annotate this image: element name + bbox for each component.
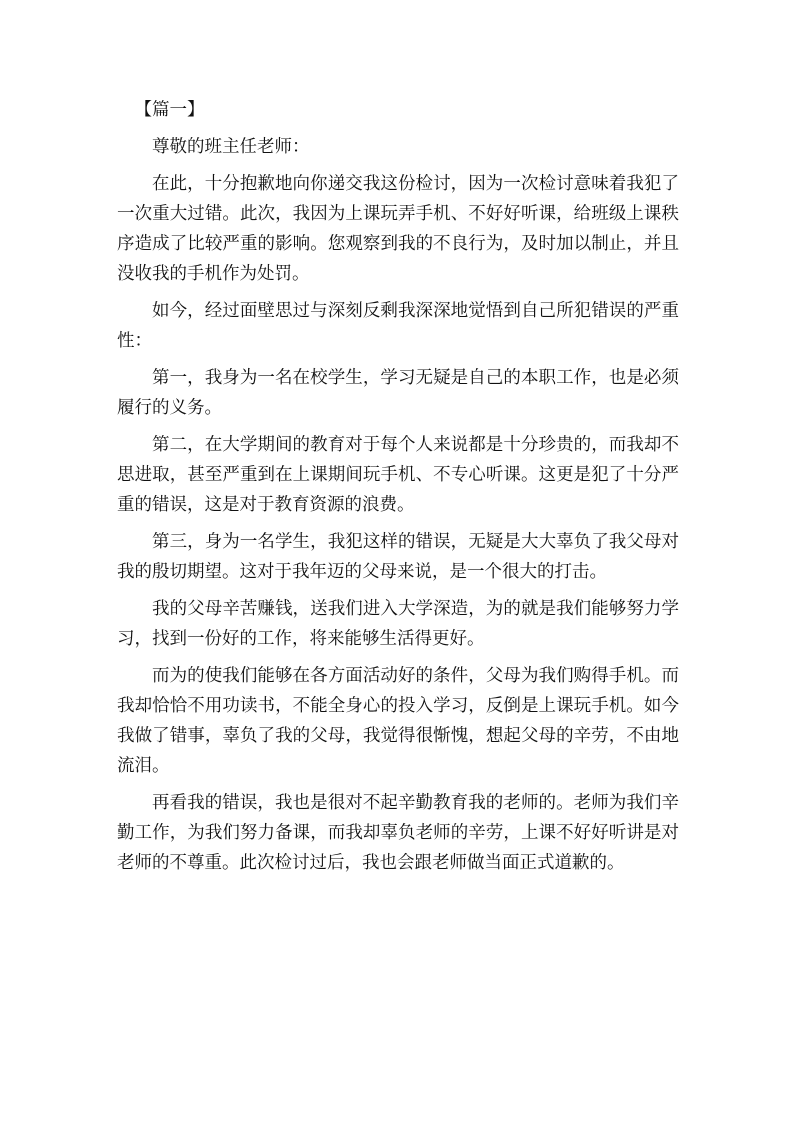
paragraph-7: 而为的使我们能够在各方面活动好的条件，父母为我们购得手机。而我却恰恰不用功读书，不能全身心的投入学习，反倒是上课玩手机。如今我做了错事，辜负了我的父母，我觉得很惭愧，想起父母的辛劳，不由地流泪。	[117, 666, 679, 776]
paragraph-5: 第三，身为一名学生，我犯这样的错误，无疑是大大辜负了我父母对我的殷切期望。这对于我年迈的父母来说，是一个很大的打击。	[117, 532, 679, 582]
paragraph-4: 第二，在大学期间的教育对于每个人来说都是十分珍贵的，而我却不思进取，甚至严重到在上课期间玩手机、不专心听课。这更是犯了十分严重的错误，这是对于教育资源的浪费。	[117, 435, 679, 515]
salutation: 尊敬的班主任老师：	[152, 137, 310, 157]
paragraph-8: 再看我的错误，我也是很对不起辛勤教育我的老师的。老师为我们辛勤工作，为我们努力备课，而我却辜负老师的辛劳，上课不好好听讲是对老师的不尊重。此次检讨过后，我也会跟老师做当面正式道歉的。	[117, 793, 679, 873]
paragraph-2: 如今，经过面壁思过与深刻反剩我深深地觉悟到自己所犯错误的严重性：	[117, 301, 679, 351]
paragraph-6: 我的父母辛苦赚钱，送我们进入大学深造，为的就是我们能够努力学习，找到一份好的工作，将来能够生活得更好。	[117, 599, 679, 649]
section-heading: 【篇一】	[134, 100, 205, 120]
paragraph-1: 在此，十分抱歉地向你递交我这份检讨，因为一次检讨意味着我犯了一次重大过错。此次，我因为上课玩弄手机、不好好听课，给班级上课秩序造成了比较严重的影响。您观察到我的不良行为，及时加以制止，并且没收我的手机作为处罚。	[117, 174, 679, 284]
paragraph-3: 第一，我身为一名在校学生，学习无疑是自己的本职工作，也是必须履行的义务。	[117, 368, 679, 418]
document-body	[117, 95, 679, 885]
